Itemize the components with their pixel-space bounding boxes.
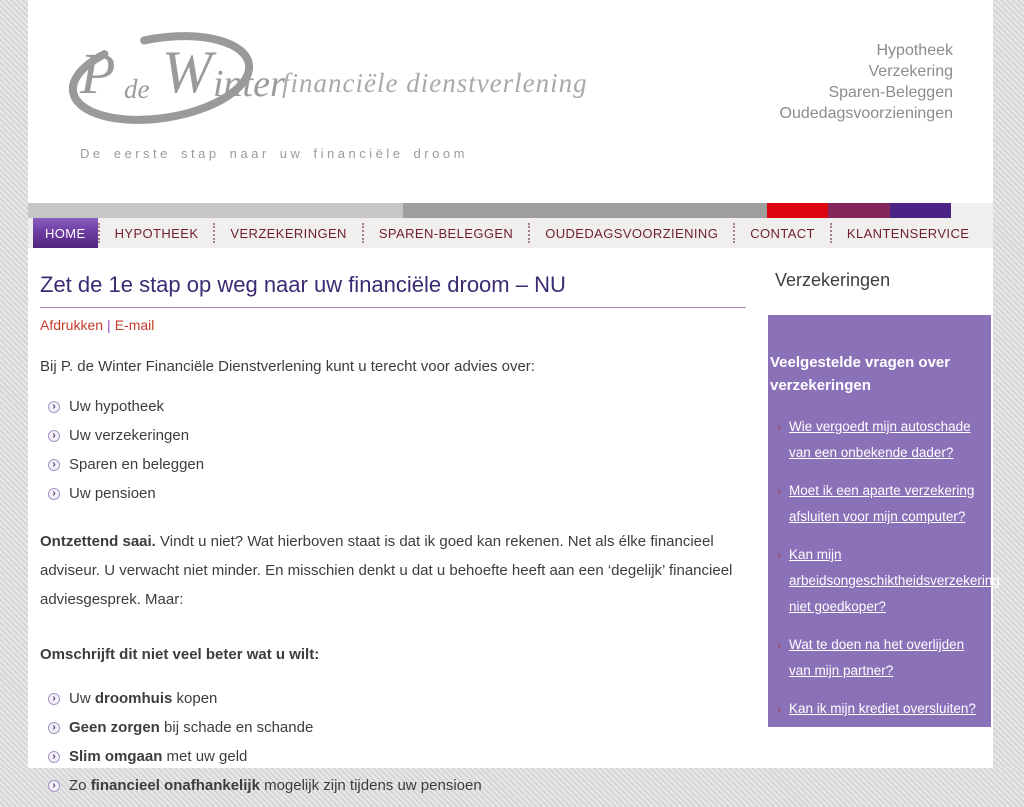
arrow-bullet-icon: ›	[48, 722, 60, 734]
faq-link-list	[770, 414, 1000, 722]
quicklink-hypotheek[interactable]: Hypotheek	[876, 42, 953, 59]
logo-letter-p: P	[80, 41, 116, 106]
stripe-segment-rest	[951, 203, 993, 218]
list-item-label: Uw hypotheek	[69, 398, 165, 415]
list-item-label: Uw droomhuis kopen	[69, 690, 218, 707]
list-item	[48, 749, 746, 764]
logo-suffix: financiële dienstverlening	[282, 68, 588, 98]
arrow-bullet-icon: ›	[48, 751, 60, 763]
nav-item-sparen-beleggen[interactable]: SPAREN-BELEGGEN	[378, 225, 514, 241]
list-item	[48, 691, 746, 706]
faq-link-overlijden[interactable]: Wat te doen na het overlijden van mijn partner?	[789, 637, 965, 678]
page-title: Zet de 1e stap op weg naar uw financiële droom – NU	[40, 272, 746, 308]
logo-word-de: de	[124, 74, 150, 104]
list-item-label: Uw pensioen	[69, 485, 156, 502]
list-item	[48, 428, 746, 443]
stripe-segment-lightgray	[28, 203, 403, 218]
nav-item-contact[interactable]: CONTACT	[750, 225, 815, 241]
faq-item	[770, 414, 987, 466]
faq-link-computer[interactable]: Moet ik een aparte verzekering afsluiten voor mijn computer?	[789, 483, 975, 524]
print-link[interactable]: Afdrukken	[40, 317, 104, 333]
faq-link-krediet[interactable]: Kan ik mijn krediet oversluiten?	[789, 701, 976, 716]
faq-item	[770, 478, 987, 530]
faq-item	[770, 542, 1000, 620]
arrow-bullet-icon: ›	[48, 430, 60, 442]
list-item	[48, 486, 746, 501]
article	[40, 272, 746, 807]
nav-item-klantenservice[interactable]: KLANTENSERVICE	[846, 225, 970, 241]
accent-stripe	[28, 203, 993, 218]
stripe-segment-red	[767, 203, 828, 218]
paragraph-bold-lead: Ontzettend saai.	[40, 533, 156, 550]
company-logo[interactable]	[50, 28, 588, 128]
wishes-list	[40, 691, 746, 793]
page-card	[28, 0, 1000, 794]
arrow-bullet-icon: ›	[48, 459, 60, 471]
actions-separator: |	[107, 317, 111, 333]
nav-item-hypotheek[interactable]: HYPOTHEEK	[114, 225, 199, 241]
nav-item-home[interactable]: HOME	[33, 218, 98, 248]
subheading: Omschrijft dit niet veel beter wat u wilt:	[40, 646, 320, 663]
paragraph-rest: Vindt u niet? Wat hierboven staat is dat ik goed kan rekenen. Net als élke financieel adviseur. U verwacht niet minder. En misschien denkt u dat u behoefte heeft aan een ‘degelijk’ financieel adviesgesprek. Maar:	[40, 533, 733, 608]
list-item	[48, 457, 746, 472]
header-quicklinks	[780, 40, 953, 124]
faq-link-aov[interactable]: Kan mijn arbeidsongeschiktheidsverzekering niet goedkoper?	[789, 547, 1000, 614]
chevron-right-icon: ›	[777, 701, 782, 716]
list-item	[48, 399, 746, 414]
doc-actions	[40, 317, 746, 333]
email-link[interactable]: E-mail	[114, 317, 155, 333]
chevron-right-icon: ›	[777, 637, 782, 652]
advice-list	[40, 399, 746, 501]
list-item	[48, 720, 746, 735]
faq-item	[770, 632, 987, 684]
quicklink-verzekering[interactable]: Verzekering	[868, 63, 953, 80]
list-item-label: Zo financieel onafhankelijk mogelijk zijn tijdens uw pensioen	[69, 777, 482, 794]
faq-box-title: Veelgestelde vragen over verzekeringen	[770, 354, 951, 394]
arrow-bullet-icon: ›	[48, 401, 60, 413]
nav-item-verzekeringen[interactable]: VERZEKERINGEN	[230, 225, 347, 241]
stripe-segment-darkgray	[403, 203, 767, 218]
stripe-segment-purple	[890, 203, 951, 218]
chevron-right-icon: ›	[777, 419, 782, 434]
tagline: De eerste stap naar uw financiële droom	[80, 146, 468, 161]
logo-letter-w: W	[162, 39, 212, 105]
list-item-label: Sparen en beleggen	[69, 456, 205, 473]
intro-paragraph: Bij P. de Winter Financiële Dienstverlening kunt u terecht voor advies over:	[40, 358, 535, 375]
arrow-bullet-icon: ›	[48, 488, 60, 500]
body-paragraph	[40, 527, 746, 614]
stripe-segment-magenta	[828, 203, 890, 218]
chevron-right-icon: ›	[777, 483, 782, 498]
faq-box	[768, 315, 1000, 727]
sidebar-title: Verzekeringen	[775, 270, 891, 290]
main-navbar	[28, 218, 993, 248]
arrow-bullet-icon: ›	[48, 780, 60, 792]
faq-link-autoschade[interactable]: Wie vergoedt mijn autoschade van een onbekende dader?	[789, 419, 971, 460]
list-item-label: Uw verzekeringen	[69, 427, 190, 444]
faq-item	[770, 696, 987, 722]
list-item-label: Slim omgaan met uw geld	[69, 748, 248, 765]
nav-item-oudedagsvoorziening[interactable]: OUDEDAGSVOORZIENING	[545, 225, 719, 241]
chevron-right-icon: ›	[777, 547, 782, 562]
quicklink-oudedagsvoorzieningen[interactable]: Oudedagsvoorzieningen	[779, 105, 953, 122]
arrow-bullet-icon: ›	[48, 693, 60, 705]
list-item	[48, 778, 746, 793]
list-item-label: Geen zorgen bij schade en schande	[69, 719, 314, 736]
quicklink-sparen-beleggen[interactable]: Sparen-Beleggen	[828, 84, 953, 101]
logo-word-inter: inter	[213, 63, 285, 105]
